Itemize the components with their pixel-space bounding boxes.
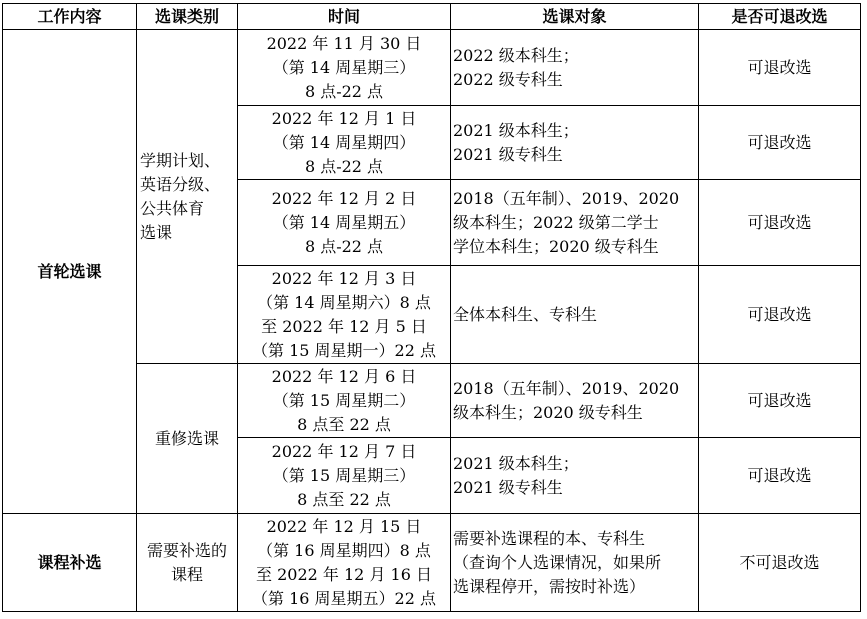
time-cell: 2022 年 11 月 30 日 （第 14 周星期三） 8 点-22 点 [238, 30, 451, 106]
header-category: 选课类别 [137, 4, 238, 30]
refund-cell: 可退改选 [699, 364, 861, 438]
header-target: 选课对象 [451, 4, 699, 30]
target-cell: 2018（五年制）、2019、2020 级本科生；2022 级第二学士 学位本科生；2020 级专科生 [451, 180, 699, 266]
header-work: 工作内容 [3, 4, 137, 30]
header-row [3, 4, 861, 30]
target-cell: 需要补选课程的本、专科生 （查询个人选课情况，如果所 选课程停开，需按时补选） [451, 514, 699, 612]
section-first-round: 首轮选课 [3, 30, 137, 514]
table-row [3, 30, 861, 106]
refund-cell: 不可退改选 [699, 514, 861, 612]
time-cell: 2022 年 12 月 7 日 （第 15 周星期三） 8 点至 22 点 [238, 438, 451, 514]
refund-cell: 可退改选 [699, 438, 861, 514]
category-retake: 重修选课 [137, 364, 238, 514]
course-selection-table [2, 3, 861, 612]
header-time: 时间 [238, 4, 451, 30]
refund-cell: 可退改选 [699, 180, 861, 266]
target-cell: 2021 级本科生； 2021 级专科生 [451, 438, 699, 514]
refund-cell: 可退改选 [699, 106, 861, 180]
refund-cell: 可退改选 [699, 266, 861, 364]
time-cell: 2022 年 12 月 2 日 （第 14 周星期五） 8 点-22 点 [238, 180, 451, 266]
target-cell: 2021 级本科生； 2021 级专科生 [451, 106, 699, 180]
target-cell: 2022 级本科生； 2022 级专科生 [451, 30, 699, 106]
section-supplement: 课程补选 [3, 514, 137, 612]
category-supplement: 需要补选的 课程 [137, 514, 238, 612]
time-cell: 2022 年 12 月 1 日 （第 14 周星期四） 8 点-22 点 [238, 106, 451, 180]
time-cell: 2022 年 12 月 15 日 （第 16 周星期四）8 点 至 2022 年 12 月 16 日 （第 16 周星期五）22 点 [238, 514, 451, 612]
target-cell: 2018（五年制）、2019、2020 级本科生；2020 级专科生 [451, 364, 699, 438]
target-cell: 全体本科生、专科生 [451, 266, 699, 364]
time-cell: 2022 年 12 月 3 日 （第 14 周星期六）8 点 至 2022 年 12 月 5 日 （第 15 周星期一）22 点 [238, 266, 451, 364]
table-row [3, 514, 861, 612]
category-regular: 学期计划、 英语分级、 公共体育 选课 [137, 30, 238, 364]
time-cell: 2022 年 12 月 6 日 （第 15 周星期二） 8 点至 22 点 [238, 364, 451, 438]
refund-cell: 可退改选 [699, 30, 861, 106]
header-refund: 是否可退改选 [699, 4, 861, 30]
